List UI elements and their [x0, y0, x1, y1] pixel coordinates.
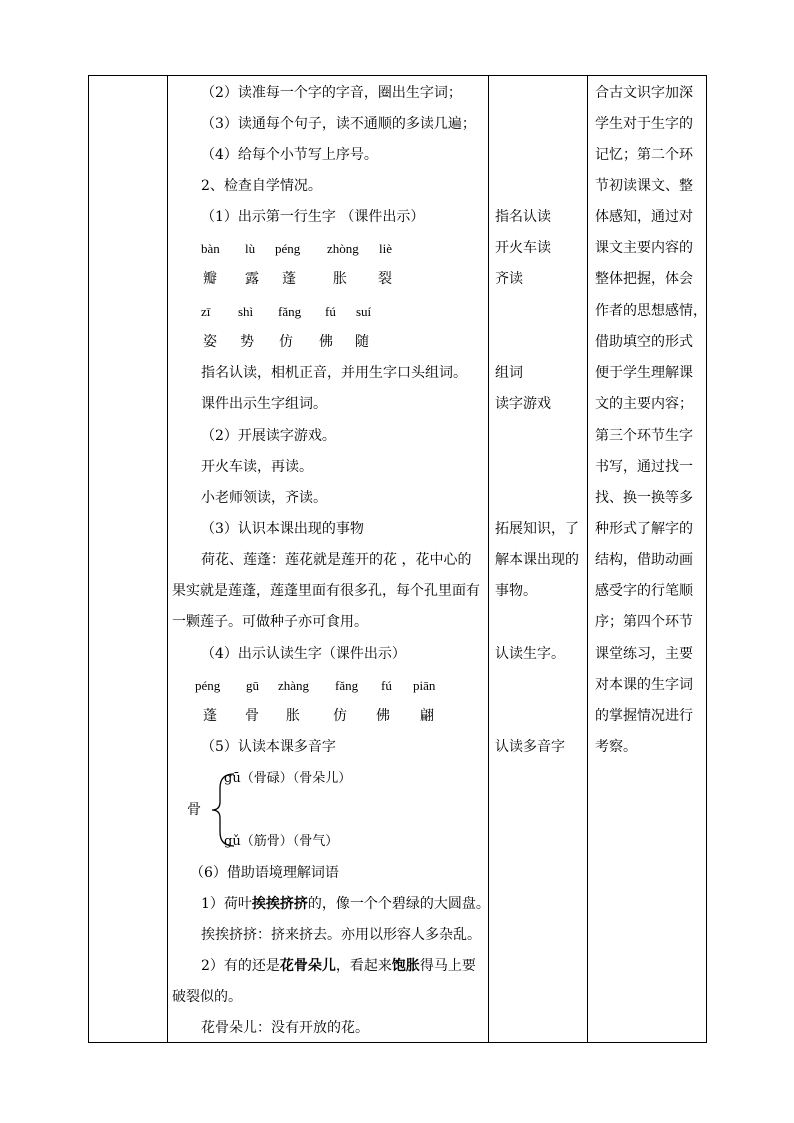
character: 仿 — [279, 334, 293, 350]
pinyin: zī — [201, 304, 211, 319]
character: 姿 — [203, 334, 217, 350]
pinyin: fǎng — [335, 678, 359, 693]
intent-line: 序；第四个环节 — [595, 614, 693, 630]
activity-text: 认读生字。 — [495, 646, 565, 662]
intent-line: 种形式了解字的 — [595, 521, 693, 537]
intent-line: 第三个环节生字 — [595, 428, 693, 444]
pinyin: bàn — [201, 241, 220, 256]
pinyin: piān — [413, 678, 436, 693]
activity-text: 读字游戏 — [495, 396, 551, 412]
step-line: （1）出示第一行生字 （课件出示） — [201, 209, 425, 225]
pinyin: gū — [246, 678, 259, 693]
intent-line: 感受字的行笔顺 — [595, 583, 693, 599]
key-word: 花骨朵儿 — [279, 958, 336, 974]
polyphone-character: 骨 — [187, 802, 201, 818]
intent-line: 便于学生理解课 — [595, 365, 693, 381]
step-line: （2）读准每一个字的字音，圈出生字词； — [201, 85, 462, 101]
intent-line: 合古文识字加深 — [595, 85, 693, 101]
word-definition: 花骨朵儿：没有开放的花。 — [201, 1020, 369, 1036]
character: 随 — [355, 334, 369, 350]
character: 翩 — [420, 708, 434, 724]
activity-text: 认读多音字 — [495, 739, 565, 755]
step-line: （3）认识本课出现的事物 — [201, 521, 364, 537]
step-line: （5）认读本课多音字 — [201, 739, 336, 755]
activity-text: 拓展知识，了 — [495, 521, 579, 537]
activity-text: 事物。 — [495, 583, 537, 599]
step-line: 开火车读，再读。 — [201, 459, 313, 475]
activity-text: 开火车读 — [495, 240, 551, 256]
character: 佛 — [376, 708, 390, 724]
column-divider — [167, 75, 168, 1043]
key-word: 饱胀 — [391, 958, 420, 974]
character: 仿 — [333, 708, 347, 724]
intent-line: 学生对于生字的 — [595, 116, 693, 132]
column-divider — [587, 75, 588, 1043]
intent-line: 书写，通过找一 — [595, 459, 693, 475]
polyphone-reading: gǔ（筋骨）（骨气） — [224, 834, 339, 849]
sentence-text: 的，像一个个碧绿的大圆盘。 — [307, 896, 490, 912]
step-line: （6）借助语境理解词语 — [190, 865, 339, 881]
activity-text: 齐读 — [495, 271, 523, 287]
sentence-text: ，看起来 — [335, 958, 392, 974]
character: 佛 — [319, 334, 333, 350]
step-line: （2）开展读字游戏。 — [201, 428, 336, 444]
intent-line: 结构，借助动画 — [595, 552, 693, 568]
pinyin: péng — [195, 678, 221, 693]
character: 裂 — [378, 271, 392, 287]
intent-line: 整体把握，体会 — [595, 271, 693, 287]
character: 胀 — [333, 271, 347, 287]
step-line: （3）读通每个句子，读不通顺的多读几遍； — [201, 116, 476, 132]
intent-line: 考察。 — [595, 739, 637, 755]
intent-line: 对本课的生字词 — [595, 677, 693, 693]
intent-line: 文的主要内容； — [595, 396, 693, 412]
step-line: 指名认读，相机正音，并用生字口头组词。 — [201, 365, 467, 381]
step-line: 小老师领读，齐读。 — [201, 490, 327, 506]
character: 蓬 — [282, 271, 296, 287]
pinyin: zhòng — [327, 241, 359, 256]
character: 胀 — [286, 708, 300, 724]
pinyin: lù — [245, 241, 256, 256]
sentence-text: 2）有的还是 — [201, 958, 280, 974]
step-heading: 2、检查自学情况。 — [201, 178, 322, 194]
activity-text: 解本课出现的 — [495, 552, 579, 568]
step-line: 荷花、莲蓬：莲花就是莲开的花 ，花中心的 — [201, 552, 472, 568]
step-line: 课件出示生字组词。 — [201, 396, 327, 412]
example-sentence — [201, 957, 476, 975]
intent-line: 课堂练习，主要 — [595, 646, 693, 662]
step-line: （4）出示认读生字（课件出示） — [201, 646, 406, 662]
step-line: （4）给每个小节写上序号。 — [201, 147, 378, 163]
pinyin: liè — [379, 241, 392, 256]
example-sentence: 破裂似的。 — [172, 989, 242, 1005]
pinyin: fú — [325, 304, 336, 319]
intent-line: 课文主要内容的 — [595, 240, 693, 256]
intent-line: 找、换一换等多 — [595, 490, 693, 506]
step-line: 果实就是莲蓬，莲蓬里面有很多孔，每个孔里面有 — [172, 583, 480, 599]
intent-line: 的掌握情况进行 — [595, 708, 693, 724]
intent-line: 体感知，通过对 — [595, 209, 693, 225]
sentence-text: 1）荷叶 — [201, 896, 252, 912]
key-word: 挨挨挤挤 — [251, 896, 308, 912]
pinyin: péng — [275, 241, 301, 256]
pinyin: zhàng — [278, 678, 310, 693]
character: 露 — [245, 271, 259, 287]
polyphone-reading: gū（骨碌）（骨朵儿） — [224, 771, 352, 786]
intent-line: 作者的思想感情， — [595, 303, 707, 319]
sentence-text: 得马上要 — [419, 958, 476, 974]
activity-text: 组词 — [495, 365, 523, 381]
step-line: 一颗莲子。可做种子亦可食用。 — [172, 614, 368, 630]
intent-line: 借助填空的形式 — [595, 334, 693, 350]
word-definition: 挨挨挤挤：挤来挤去。亦用以形容人多杂乱。 — [201, 927, 481, 943]
intent-line: 节初读课文、整 — [595, 178, 693, 194]
character: 瓣 — [203, 271, 217, 287]
activity-text: 指名认读 — [495, 209, 551, 225]
pinyin: suí — [356, 304, 372, 319]
example-sentence — [201, 895, 490, 913]
character: 骨 — [245, 708, 259, 724]
intent-line: 记忆；第二个环 — [595, 147, 693, 163]
pinyin: fú — [381, 678, 392, 693]
character: 势 — [240, 334, 254, 350]
pinyin: shì — [238, 304, 254, 319]
pinyin: fǎng — [278, 304, 302, 319]
character: 蓬 — [203, 708, 217, 724]
